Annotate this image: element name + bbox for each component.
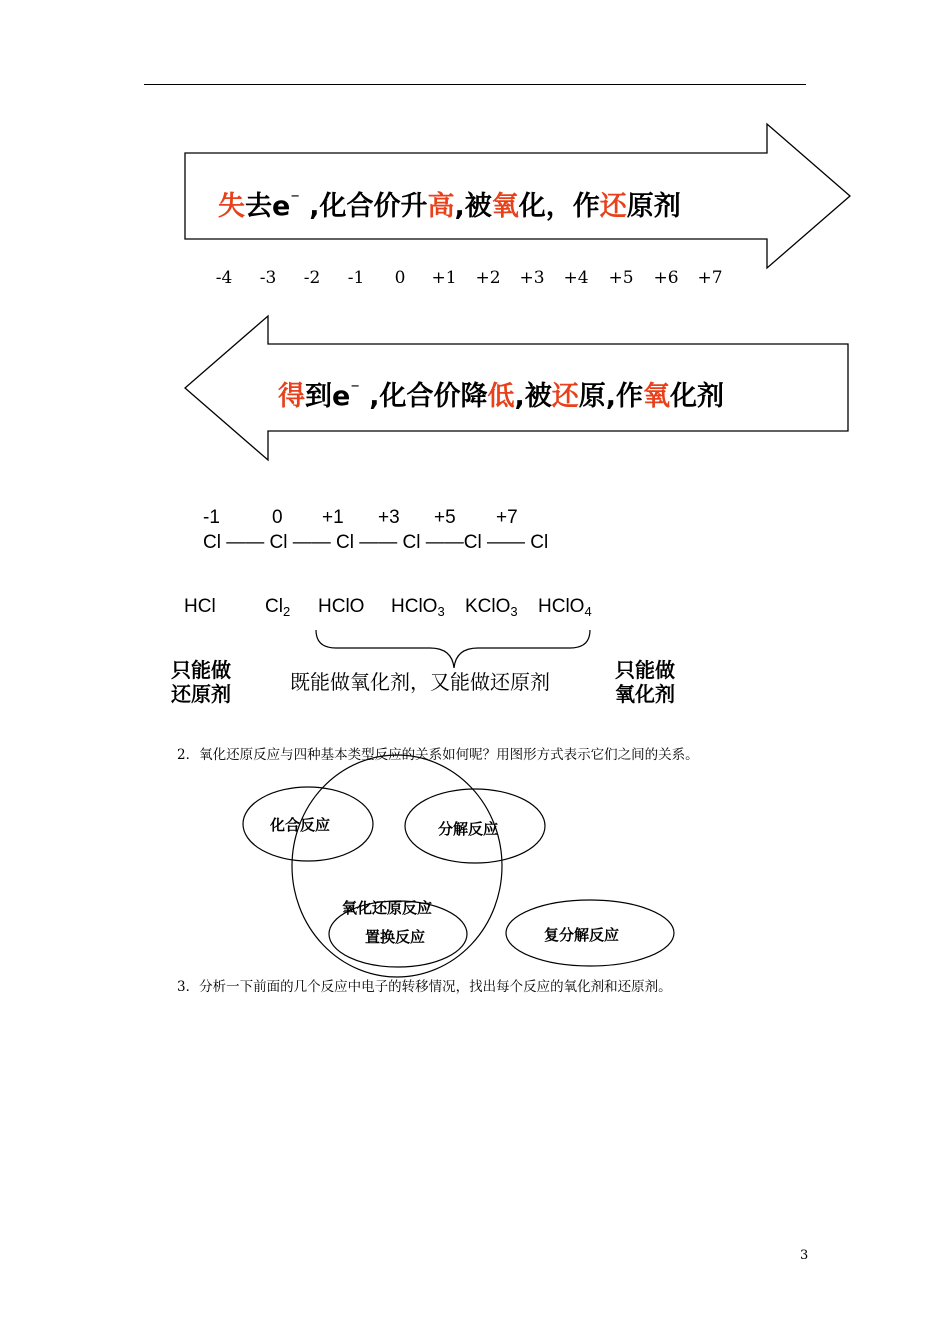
- compound-base: HCl: [184, 596, 216, 617]
- compound-base: HClO: [538, 596, 585, 617]
- scale-value: -2: [303, 268, 321, 288]
- scale-value: 0: [394, 268, 406, 288]
- scale-value: -4: [215, 268, 233, 288]
- label-line: 只能做: [171, 658, 231, 682]
- cl-valence-5: +5: [434, 507, 456, 528]
- arrow-top-seg: ,被: [454, 191, 492, 222]
- label-reducer-only: [171, 658, 231, 706]
- cl-symbol: Cl: [530, 532, 549, 553]
- arrow-top-seg: 氧: [491, 191, 519, 222]
- scale-value: +2: [475, 268, 501, 288]
- label-oxidizer-only: [615, 658, 675, 706]
- question-3: 3．分析一下前面的几个反应中电子的转移情况，找出每个反应的氧化剂和还原剂。: [177, 979, 672, 995]
- cl-chain: [203, 532, 548, 554]
- cl-dash: ——: [425, 532, 464, 553]
- compound-hclo3: [391, 596, 445, 619]
- cl-dash: ——: [487, 532, 526, 553]
- scale-value: -3: [259, 268, 277, 288]
- arrow-bottom-seg: 得: [278, 381, 305, 412]
- scale-value: +5: [608, 268, 634, 288]
- arrow-bottom-seg: ,被: [514, 381, 552, 412]
- arrow-top-seg: 去e: [245, 191, 291, 222]
- cl-symbol: Cl: [203, 532, 221, 553]
- compound-hcl: [184, 596, 216, 618]
- compound-base: HClO: [318, 596, 365, 617]
- cl-dash: ——: [292, 532, 331, 553]
- cl-dash: ——: [359, 532, 398, 553]
- scale-value: +6: [653, 268, 679, 288]
- arrow-top-text: [218, 184, 681, 223]
- arrow-bottom-seg: 氧: [643, 381, 671, 412]
- compound-sub: 4: [584, 604, 592, 619]
- venn-label-decomposition: 分解反应: [438, 820, 499, 838]
- arrow-bottom-seg: ⁻: [350, 379, 360, 400]
- cl-valence-4: +3: [378, 507, 400, 528]
- cl-dash: ——: [226, 532, 265, 553]
- compound-sub: 2: [282, 604, 291, 619]
- arrow-top-seg: 原剂: [626, 191, 681, 222]
- valence-scale: [202, 268, 732, 288]
- page-number: 3: [800, 1248, 809, 1263]
- venn-label-redox: 氧化还原反应: [342, 899, 433, 917]
- cl-valence-2: 0: [272, 507, 283, 528]
- cl-symbol: Cl: [269, 532, 288, 553]
- cl-valence-6: +7: [496, 507, 518, 528]
- arrow-bottom-seg: 化剂: [670, 381, 725, 412]
- question-2: 2．氧化还原反应与四种基本类型反应的关系如何呢？用图形方式表示它们之间的关系。: [177, 747, 699, 763]
- arrow-bottom-seg: ,化合价降: [359, 381, 488, 412]
- arrow-top-seg: 化，作: [518, 191, 600, 222]
- compound-kclo3: [465, 596, 518, 619]
- compound-base: KClO: [465, 596, 511, 617]
- venn-label-displacement: 置换反应: [365, 928, 426, 946]
- compound-sub: 3: [437, 604, 445, 619]
- curly-brace: [316, 630, 590, 668]
- arrow-top-seg: ,化合价升: [299, 191, 428, 222]
- compound-base: Cl: [265, 596, 283, 617]
- cl-valence-1: -1: [203, 507, 220, 528]
- compound-base: HClO: [391, 596, 438, 617]
- scale-value: +7: [697, 268, 723, 288]
- label-both-roles: 既能做氧化剂，又能做还原剂: [290, 670, 550, 694]
- venn-label-double-decomposition: 复分解反应: [544, 926, 620, 944]
- label-line: 只能做: [615, 658, 675, 682]
- compound-cl2: [265, 596, 290, 619]
- compound-hclo: [318, 596, 364, 618]
- label-line: 氧化剂: [615, 682, 675, 706]
- cl-valence-3: +1: [322, 507, 344, 528]
- scale-value: +3: [519, 268, 545, 288]
- scale-value: -1: [347, 268, 365, 288]
- arrow-top-seg: 失: [218, 191, 245, 222]
- arrow-bottom-seg: 低: [487, 381, 515, 412]
- scale-value: +1: [431, 268, 457, 288]
- compound-sub: 3: [510, 604, 518, 619]
- arrow-top-seg: ⁻: [290, 189, 300, 210]
- arrow-top-seg: 高: [427, 191, 455, 222]
- cl-symbol: Cl: [336, 532, 354, 553]
- arrow-top-seg: 还: [599, 191, 627, 222]
- scale-value: +4: [563, 268, 589, 288]
- cl-symbol: Cl: [463, 532, 482, 553]
- venn-label-combination: 化合反应: [270, 816, 331, 834]
- cl-symbol: Cl: [402, 532, 421, 553]
- arrow-bottom-seg: 原,作: [578, 381, 644, 412]
- label-line: 还原剂: [171, 682, 231, 706]
- arrow-bottom-seg: 到e: [305, 381, 351, 412]
- arrow-bottom-seg: 还: [551, 381, 579, 412]
- compound-hclo4: [538, 596, 592, 619]
- arrow-bottom-text: [278, 374, 724, 413]
